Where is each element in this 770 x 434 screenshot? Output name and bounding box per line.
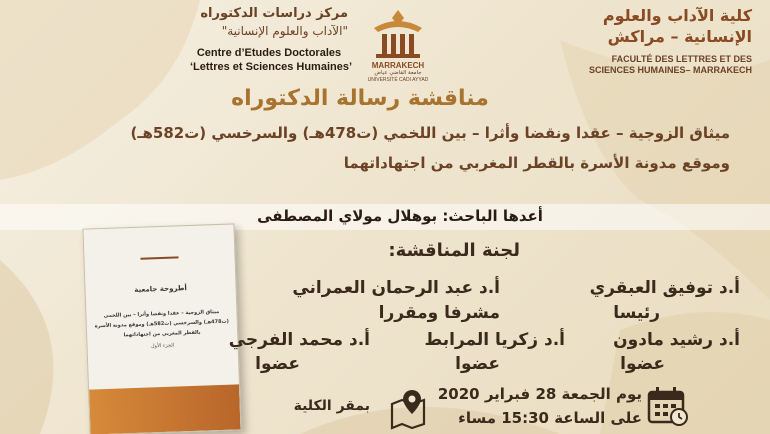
committee-member-name: أ.د زكريا المرابط bbox=[424, 330, 565, 350]
committee-member-role: مشرفا ومقررا bbox=[378, 303, 500, 323]
center-name-ar-line2: "الآداب والعلوم الإنسانية" bbox=[221, 24, 348, 38]
committee-member-role: عضوا bbox=[455, 354, 500, 374]
committee-member-role: عضوا bbox=[620, 354, 665, 374]
faculty-name-fr-line2: SCIENCES HUMAINES– MARRAKECH bbox=[588, 65, 752, 75]
committee-member-role: رئيسا bbox=[613, 303, 660, 323]
center-name-fr-line1: Centre d’Etudes Doctorales bbox=[196, 47, 342, 59]
calendar-icon bbox=[646, 384, 690, 428]
committee-member-name: أ.د عبد الرحمان العمراني bbox=[292, 278, 500, 298]
committee-member-name: أ.د توفيق العبقري bbox=[589, 278, 740, 298]
book-title-line1: ميثاق الزوجية – عقدا ونقضا وأثرا – بين اللخمي bbox=[103, 308, 220, 320]
committee-member-role: عضوا bbox=[255, 354, 300, 374]
book-cover-band bbox=[89, 384, 240, 434]
thesis-title-line2: وموقع مدونة الأسرة بالقطر المغربي من اجتهاداتهما bbox=[343, 154, 730, 172]
thesis-title-line1: ميثاق الزوجية – عقدا ونقضا وأثرا – بين اللخمي (ت478هـ) والسرخسي (ت582هـ) bbox=[130, 124, 730, 142]
map-pin-icon bbox=[388, 386, 432, 430]
committee-member-name: أ.د محمد الفرجي bbox=[228, 330, 370, 350]
event-place: بمقر الكلية bbox=[293, 398, 370, 414]
logo-subtext-fr: UNIVERSITÉ CADI AYYAD bbox=[367, 77, 429, 83]
event-date: يوم الجمعة 28 فبراير 2020 bbox=[437, 385, 642, 403]
logo-subtext-ar: جامعة القاضي عياض bbox=[374, 70, 422, 76]
researcher-name: أعدها الباحث: بوهلال مولاي المصطفى bbox=[257, 207, 543, 225]
center-name-ar-line1: مركز دراسات الدكتوراه bbox=[200, 6, 348, 21]
event-time: على الساعة 15:30 مساء bbox=[458, 409, 642, 427]
book-logo bbox=[140, 234, 179, 259]
faculty-name-fr-line1: FACULTÉ DES LETTRES ET DES bbox=[611, 54, 752, 64]
book-title-line4: الجزء الأول bbox=[150, 342, 175, 350]
committee-member-name: أ.د رشيد مادون bbox=[613, 330, 740, 350]
faculty-name-ar-line2: الإنسانية – مراكش bbox=[607, 27, 752, 46]
university-logo bbox=[364, 6, 432, 84]
center-name-fr-line2: ‘Lettres et Sciences Humaines’ bbox=[190, 61, 353, 73]
book-heading: أطروحة جامعية bbox=[134, 284, 187, 294]
book-title-line2: (ت478هـ) والسرخسي (ت582هـ) وموقع مدونة الأسرة bbox=[94, 318, 229, 330]
book-title-line3: بالقطر المغربي من اجتهاداتهما bbox=[123, 329, 201, 339]
thesis-book-image bbox=[82, 223, 241, 434]
university-logo-icon bbox=[364, 6, 432, 62]
event-title: مناقشة رسالة الدكتوراه bbox=[231, 86, 489, 111]
logo-text: MARRAKECH bbox=[371, 61, 425, 70]
committee-heading: لجنة المناقشة: bbox=[388, 240, 520, 261]
faculty-name-ar-line1: كلية الآداب والعلوم bbox=[602, 6, 752, 25]
